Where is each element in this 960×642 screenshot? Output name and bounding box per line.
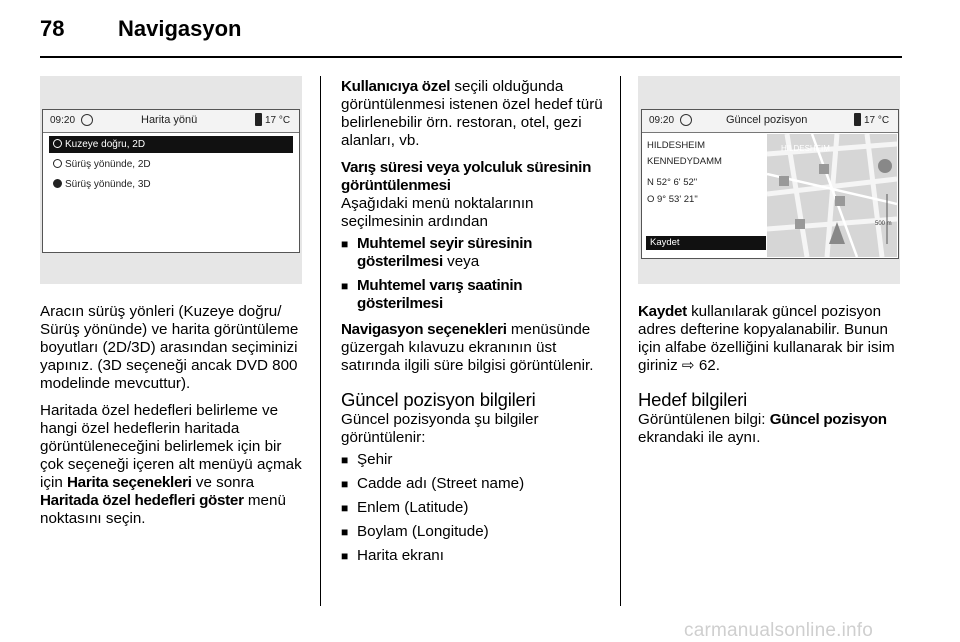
column-1 — [40, 303, 308, 537]
text: menüsünde güzergah kılavuzu ekranının üst satırında ilgili süre bilgisi görüntülenir. — [341, 321, 594, 374]
screen2-status-bar — [642, 110, 898, 133]
col3-paragraph-1 — [638, 303, 904, 375]
screen1-frame — [40, 76, 302, 284]
map-direction-screen — [42, 109, 300, 253]
page-title: Navigasyon — [118, 16, 242, 41]
time-options-list — [341, 235, 609, 313]
col1-paragraph-1: Aracın sürüş yönleri (Kuzeye doğru/ Sürüş yönünde) ve harita görüntüleme boyutları (2D/3D) arasından seçiminizi yapınız. (3D seçeneği ancak DVD 800 modelinde mevcuttur). — [40, 303, 299, 392]
screen2-title: Güncel pozisyon — [726, 114, 808, 126]
list-item: ■ Boylam (Longitude) — [341, 523, 609, 541]
screen1-title: Harita yönü — [141, 114, 198, 126]
screen1-time: 09:20 — [50, 115, 76, 126]
option-north-2d[interactable] — [49, 136, 293, 153]
term: Muhtemel seyir süresinin gösterilmesi — [357, 235, 533, 270]
text: Haritada özel hedefleri belirleme ve hangi özel hedeflerin haritada görüntüleneceğini belirlemek için bir çok seçeneği içeren alt menüyü açmak için — [40, 402, 302, 491]
screen2-temp: 17 °C — [864, 115, 890, 126]
list-item — [341, 277, 609, 313]
term-user-defined: Kullanıcıya özel — [341, 78, 451, 95]
subheading-text: Varış süresi veya yolculuk süresinin görüntülenmesi — [341, 159, 592, 194]
column-2 — [341, 78, 609, 573]
map-view[interactable] — [767, 134, 897, 257]
col2-subheading — [341, 159, 609, 195]
radio-icon — [53, 159, 62, 168]
col2-paragraph-2: Aşağıdaki menü noktalarının seçilmesinin ardından — [341, 195, 534, 230]
col1-paragraph-2 — [40, 402, 308, 528]
text: ve sonra — [191, 474, 255, 491]
list-item: ■ Şehir — [341, 451, 609, 469]
current-position-screen — [641, 109, 899, 259]
page-reference-link[interactable]: ⇨ 62. — [681, 357, 720, 374]
col2-paragraph-1 — [341, 78, 609, 150]
screen1-temp: 17 °C — [265, 115, 291, 126]
option-label: Kuzeye doğru, 2D — [65, 139, 146, 150]
column-divider-1 — [320, 76, 321, 606]
list-item: ■ Harita ekranı — [341, 547, 609, 565]
longitude-value: O 9° 53' 21" — [647, 194, 698, 205]
term-current-position: Güncel pozisyon — [769, 411, 887, 428]
text: ekrandaki ile aynı. — [638, 429, 761, 446]
save-button[interactable]: Kaydet — [646, 236, 766, 250]
column-divider-2 — [620, 76, 621, 606]
text: menü noktasını seçin. — [40, 492, 286, 527]
section-heading-destination-info: Hedef bilgileri — [638, 389, 748, 410]
street-value: KENNEDYDAMM — [647, 156, 722, 167]
option-label: Sürüş yönünde, 2D — [65, 159, 151, 170]
map-scale: 500 m — [875, 221, 892, 227]
col3-paragraph-2 — [638, 411, 904, 447]
clock-icon — [81, 114, 93, 126]
column-3 — [638, 303, 904, 456]
latitude-value: N 52° 6' 52" — [647, 177, 698, 188]
text: kullanılarak güncel pozisyon adres defterine kopyalanabilir. Bunun için alfabe özelliğini kullanarak bir isim giriniz — [638, 303, 895, 374]
term-save: Kaydet — [638, 303, 687, 320]
watermark-link[interactable]: carmanualsonline.info — [684, 620, 874, 641]
screen2-frame — [638, 76, 900, 284]
term: Muhtemel varış saatinin gösterilmesi — [357, 277, 523, 312]
option-driving-3d[interactable] — [49, 176, 293, 193]
clock-icon — [680, 114, 692, 126]
map-city-label: HILDESHEIM — [781, 144, 830, 153]
page-number: 78 — [40, 16, 65, 41]
text: seçili olduğunda görüntülenmesi istenen özel hedef türü belirlenebilir örn. restoran, otel, gezi alanları, vb. — [341, 78, 603, 149]
section-heading-current-position: Güncel pozisyon bilgileri — [341, 389, 536, 410]
term-show-poi: Haritada özel hedefleri göster — [40, 492, 244, 509]
screen2-time: 09:20 — [649, 115, 675, 126]
term-nav-options: Navigasyon seçenekleri — [341, 321, 507, 338]
text: Görüntülenen bilgi: — [638, 411, 770, 428]
radio-checked-icon — [53, 179, 62, 188]
text: veya — [442, 253, 480, 270]
screen1-status-bar — [43, 110, 299, 133]
phone-icon — [255, 113, 262, 126]
list-item: ■ Enlem (Latitude) — [341, 499, 609, 517]
header-rule — [40, 56, 902, 58]
radio-icon — [53, 139, 62, 148]
col2-paragraph-3 — [341, 321, 609, 375]
list-item — [341, 235, 609, 271]
col2-paragraph-4: Güncel pozisyonda şu bilgiler görüntülenir: — [341, 411, 539, 446]
position-info-list — [341, 451, 609, 565]
term-map-options: Harita seçenekleri — [67, 474, 192, 491]
city-value: HILDESHEIM — [647, 140, 706, 151]
list-item: ■ Cadde adı (Street name) — [341, 475, 609, 493]
option-driving-2d[interactable] — [49, 156, 293, 173]
phone-icon — [854, 113, 861, 126]
option-label: Sürüş yönünde, 3D — [65, 179, 151, 190]
